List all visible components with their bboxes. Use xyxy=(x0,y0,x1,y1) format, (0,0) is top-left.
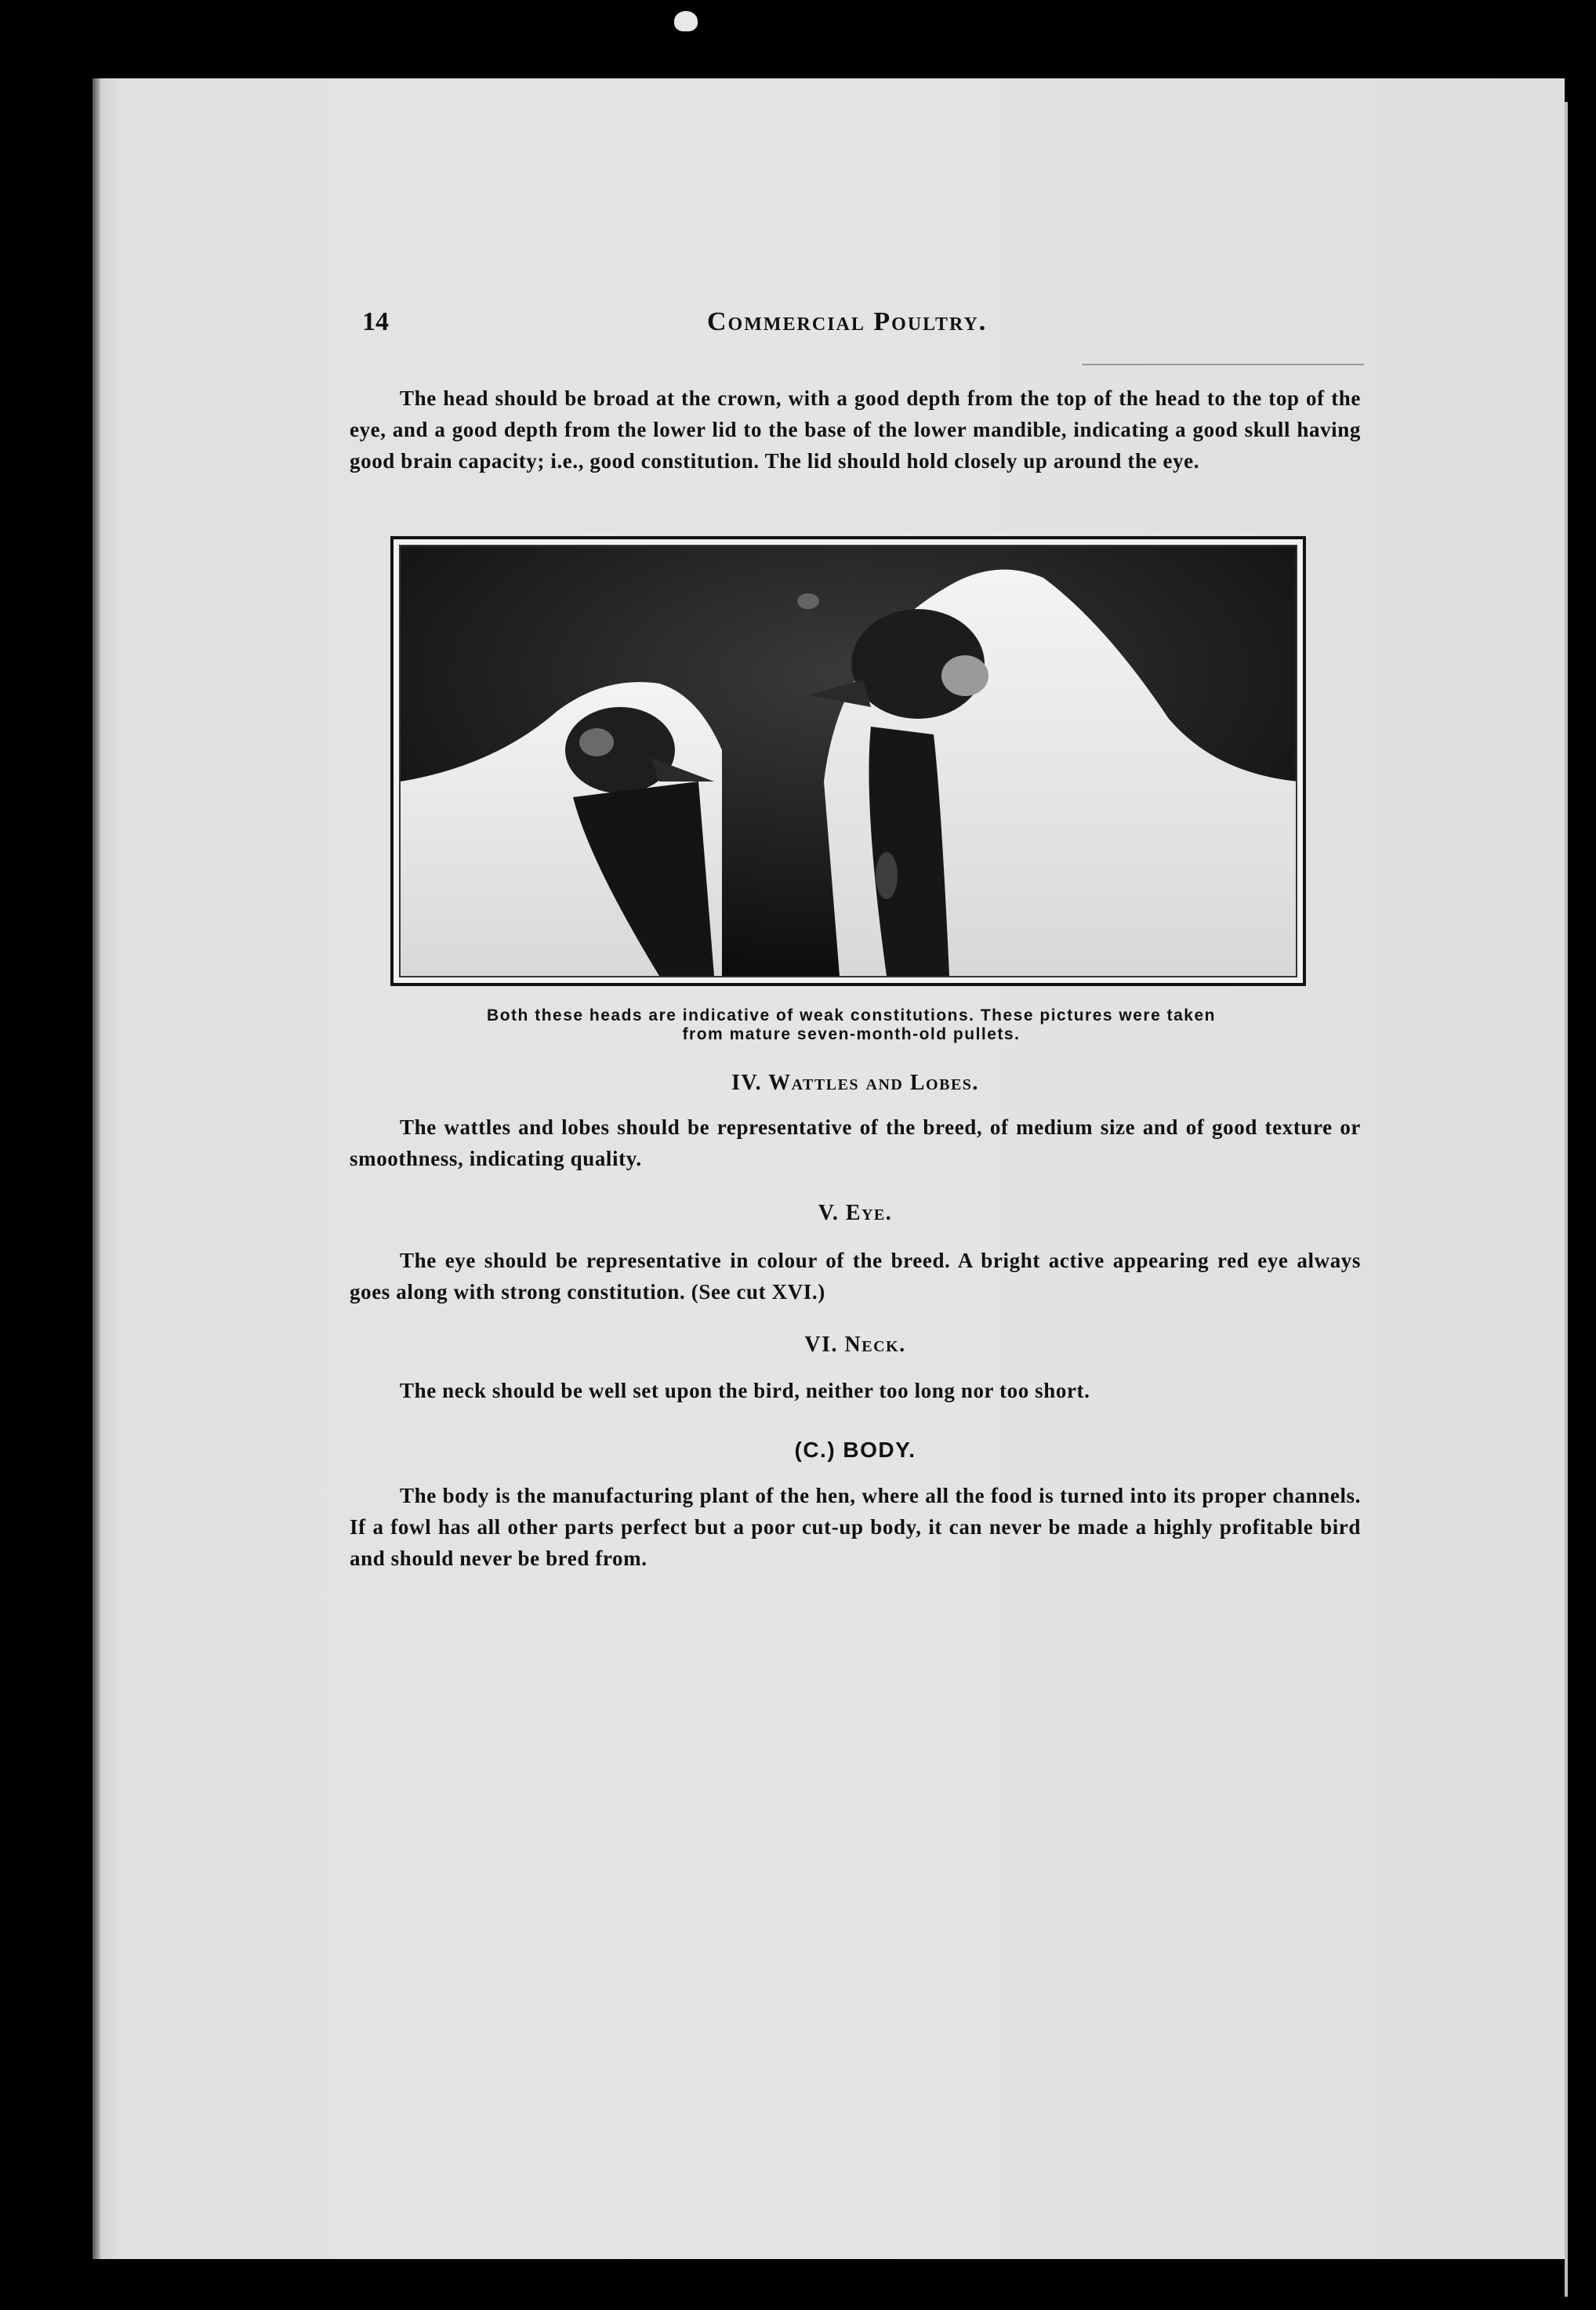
caption-line-1: Both these heads are indicative of weak constitutions. These pictures were taken xyxy=(487,1006,1216,1024)
adjacent-page-strip xyxy=(1565,102,1596,2297)
heading-wattles-and-lobes: IV. Wattles and Lobes. xyxy=(731,1071,979,1095)
paragraph-wattles-text: The wattles and lobes should be representative of the breed, of medium size and of good texture or smoothness, indicating quality. xyxy=(350,1115,1361,1170)
paragraph-eye xyxy=(350,1245,1361,1307)
photo-pullet-heads xyxy=(399,545,1297,977)
header-rule xyxy=(1082,364,1364,365)
paragraph-neck-text: The neck should be well set upon the bird, neither too long nor too short. xyxy=(400,1379,1090,1402)
paragraph-head xyxy=(350,383,1361,477)
paragraph-wattles xyxy=(350,1111,1361,1174)
paragraph-body xyxy=(350,1480,1361,1574)
heading-eye: V. Eye. xyxy=(818,1201,893,1225)
figure-caption xyxy=(397,1006,1306,1044)
caption-line-2: from mature seven-month-old pullets. xyxy=(682,1025,1021,1043)
paragraph-eye-text: The eye should be representative in colour of the breed. A bright active appearing red eye always goes along with strong constitution. (See cut XVI.) xyxy=(350,1249,1361,1304)
paragraph-body-text: The body is the manufacturing plant of the hen, where all the food is turned into its proper channels. If a fowl has all other parts perfect but a poor cut-up body, it can never be made a highly profitable bird and should never be bred from. xyxy=(350,1484,1361,1570)
paragraph-neck xyxy=(350,1375,1361,1406)
heading-body: (C.) BODY. xyxy=(794,1438,916,1462)
running-title: Commercial Poultry. xyxy=(707,307,988,336)
film-artifact xyxy=(674,11,698,31)
photo-figure xyxy=(390,536,1306,986)
page-header xyxy=(362,307,1366,346)
page-number: 14 xyxy=(362,307,389,336)
page-edge xyxy=(92,78,100,2259)
paragraph-head-text: The head should be broad at the crown, with a good depth from the top of the head to the top of the eye, and a good depth from the lower lid to the base of the lower mandible, indicating a good skull having good brain capacity; i.e., good constitution. The lid should hold closely up around the eye. xyxy=(350,386,1361,473)
heading-neck: VI. Neck. xyxy=(804,1333,906,1357)
